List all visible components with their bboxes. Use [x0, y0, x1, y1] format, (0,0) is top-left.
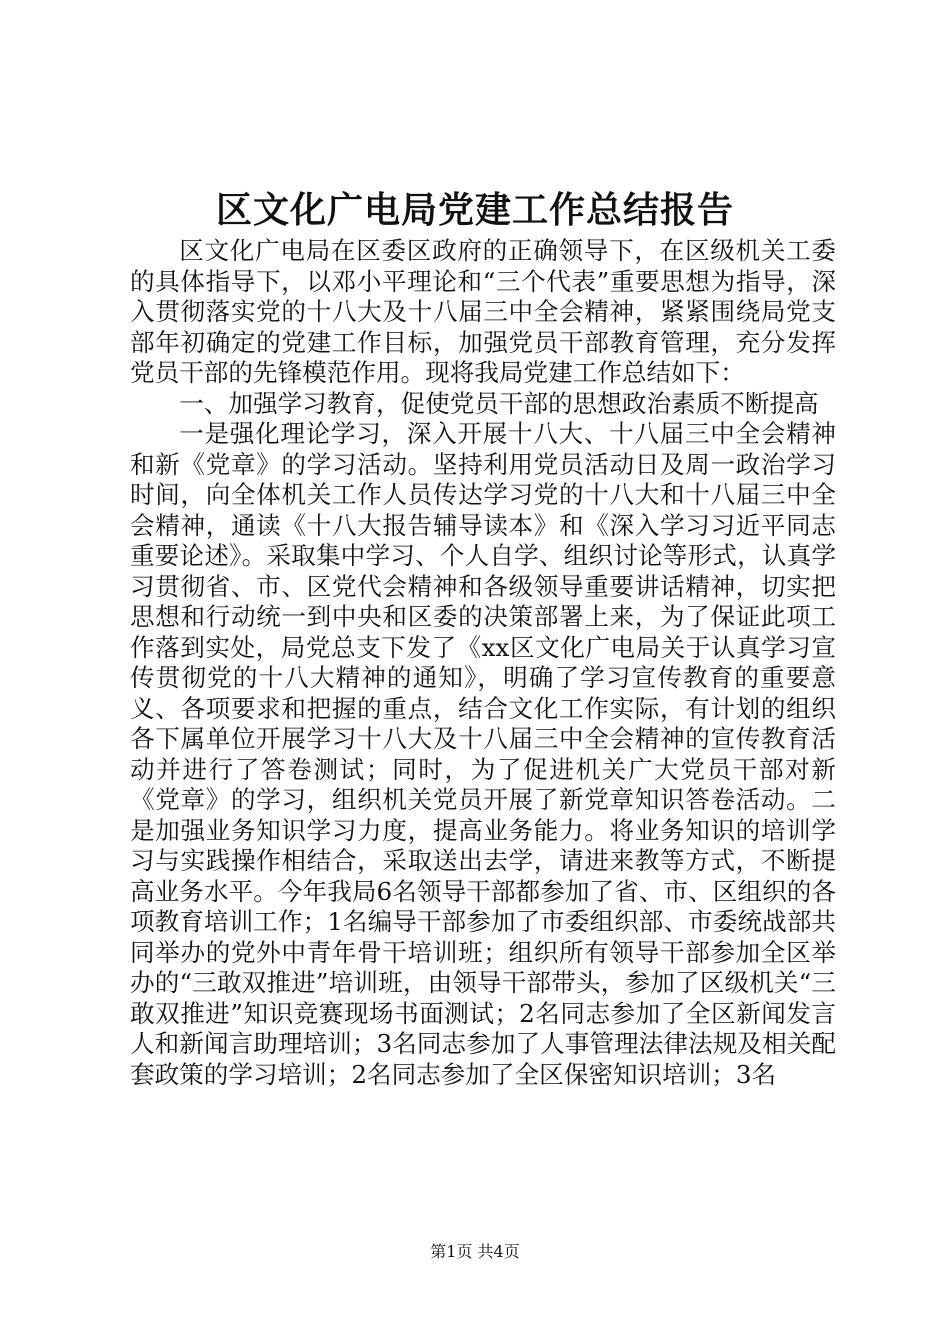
- document-body: [130, 236, 836, 1090]
- paragraph-intro: 区文化广电局在区委区政府的正确领导下，在区级机关工委的具体指导下，以邓小平理论和“三个代表”重要思想为指导，深入贯彻落实党的十八大及十八届三中全会精神，紧紧围绕局党支部年初确定的党建工作目标，加强党员干部教育管理，充分发挥党员干部的先锋模范作用。现将我局党建工作总结如下：: [130, 236, 836, 387]
- document-title: 区文化广电局党建工作总结报告: [215, 189, 734, 231]
- paragraph-study: 一是强化理论学习，深入开展十八大、十八届三中全会精神和新《党章》的学习活动。坚持利用党员活动日及周一政治学习时间，向全体机关工作人员传达学习党的十八大和十八届三中全会精神，通读《十八大报告辅导读本》和《深入学习习近平同志重要论述》。采取集中学习、个人自学、组织讨论等形式，认真学习贯彻省、市、区党代会精神和各级领导重要讲话精神，切实把思想和行动统一到中央和区委的决策部署上来，为了保证此项工作落到实处，局党总支下发了《xx区文化广电局关于认真学习宣传贯彻党的十八大精神的通知》，明确了学习宣传教育的重要意义、各项要求和把握的重点，结合文化工作实际，有计划的组织各下属单位开展学习十八大及十八届三中全会精神的宣传教育活动并进行了答卷测试；同时，为了促进机关广大党员干部对新《党章》的学习，组织机关党员开展了新党章知识答卷活动。二是加强业务知识学习力度，提高业务能力。将业务知识的培训学习与实践操作相结合，采取送出去学，请进来教等方式，不断提高业务水平。今年我局6名领导干部都参加了省、市、区组织的各项教育培训工作；1名编导干部参加了市委组织部、市委统战部共同举办的党外中青年骨干培训班；组织所有领导干部参加全区举办的“三敢双推进”培训班，由领导干部带头，参加了区级机关“三敢双推进”知识竞赛现场书面测试；2名同志参加了全区新闻发言人和新闻言助理培训；3名同志参加了人事管理法律法规及相关配套政策的学习培训；2名同志参加了全区保密知识培训；3名: [130, 419, 836, 1089]
- section-heading-1: 一、加强学习教育，促使党员干部的思想政治素质不断提高: [179, 388, 819, 418]
- page-number-footer: 第1页 共4页: [430, 1242, 520, 1261]
